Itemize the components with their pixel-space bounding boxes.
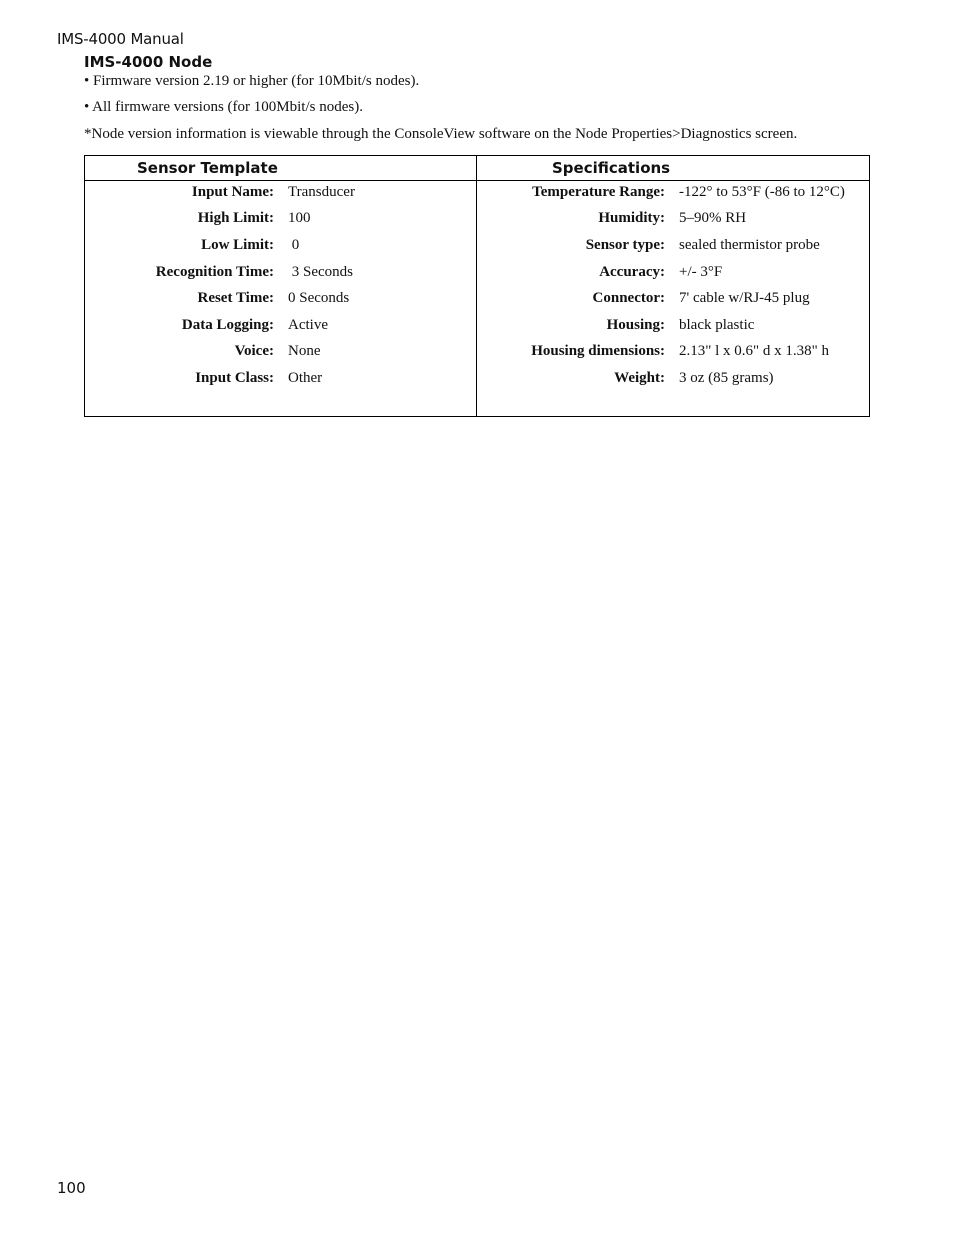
row-label: Low Limit: — [201, 236, 274, 253]
row-label: High Limit: — [197, 210, 274, 227]
row-value: 3 Seconds — [288, 263, 353, 280]
table-row — [477, 365, 869, 392]
table-row — [85, 312, 476, 339]
row-label: Input Name: — [191, 183, 274, 200]
row-label: Accuracy: — [599, 263, 665, 280]
row-value: 3 oz (85 grams) — [679, 369, 774, 386]
table-row — [85, 285, 476, 312]
row-value: 100 — [288, 210, 311, 227]
row-value: Other — [288, 369, 323, 386]
row-value: 0 Seconds — [288, 290, 350, 307]
row-label: Temperature Range: — [532, 183, 665, 200]
row-value: black plastic — [679, 316, 755, 333]
row-value: Active — [288, 316, 328, 333]
specifications-header: Specifications — [477, 156, 869, 181]
page-number: 100 — [57, 1179, 86, 1197]
row-label: Voice: — [234, 343, 274, 360]
section-title: IMS-4000 Node — [84, 53, 213, 71]
table-row — [477, 179, 869, 206]
row-label: Housing dimensions: — [531, 343, 665, 360]
table-row — [477, 285, 869, 312]
specifications-column — [477, 156, 869, 416]
table-row — [477, 312, 869, 339]
firmware-bullet-1: • Firmware version 2.19 or higher (for 10Mbit/s nodes). — [84, 73, 420, 89]
table-row — [85, 365, 476, 392]
row-label: Reset Time: — [197, 290, 274, 307]
row-label: Housing: — [606, 316, 665, 333]
row-label: Data Logging: — [181, 316, 274, 333]
row-label: Connector: — [592, 290, 665, 307]
node-version-note: *Node version information is viewable through the ConsoleView software on the Node Properties>Diagnostics screen. — [84, 126, 798, 142]
row-value: -122° to 53°F (-86 to 12°C) — [679, 183, 845, 200]
manual-title: IMS-4000 Manual — [57, 30, 184, 48]
table-row — [477, 259, 869, 286]
table-row — [85, 179, 476, 206]
table-row — [85, 339, 476, 366]
row-value: None — [288, 343, 321, 360]
table-row — [85, 232, 476, 259]
table-row — [477, 339, 869, 366]
row-value: 2.13" l x 0.6" d x 1.38" h — [679, 343, 830, 360]
firmware-bullet-2: • All firmware versions (for 100Mbit/s nodes). — [84, 99, 363, 115]
table-row — [477, 206, 869, 233]
row-value: +/- 3°F — [679, 263, 723, 280]
table-row — [477, 232, 869, 259]
row-value: sealed thermistor probe — [679, 236, 820, 253]
sensor-spec-table — [84, 155, 870, 417]
row-label: Recognition Time: — [155, 263, 274, 280]
sensor-template-header: Sensor Template — [85, 156, 476, 181]
row-value: 0 — [288, 236, 300, 253]
table-row — [85, 259, 476, 286]
row-label: Input Class: — [195, 369, 274, 386]
row-label: Humidity: — [598, 210, 665, 227]
row-value: Transducer — [288, 183, 355, 200]
row-value: 5–90% RH — [679, 210, 747, 227]
sensor-template-column — [85, 156, 477, 416]
row-label: Sensor type: — [585, 236, 665, 253]
row-label: Weight: — [614, 369, 665, 386]
table-row — [85, 206, 476, 233]
row-value: 7' cable w/RJ-45 plug — [679, 290, 810, 307]
